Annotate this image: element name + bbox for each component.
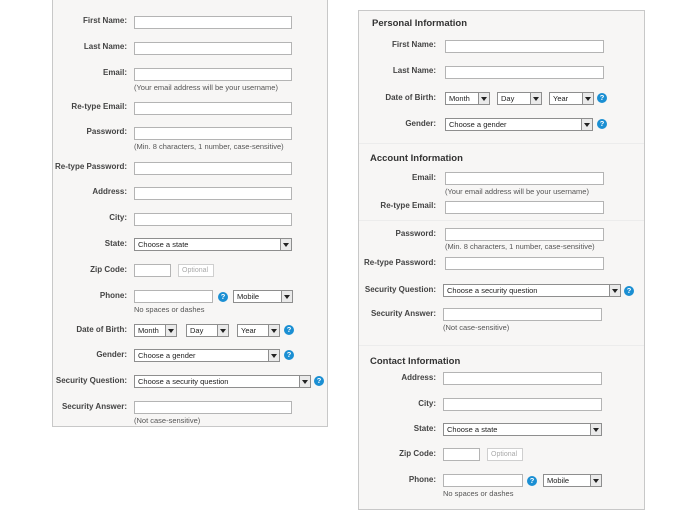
help-icon[interactable]: ?: [597, 93, 607, 103]
retype-password-input[interactable]: [445, 257, 604, 270]
date-of-birth-label: Date of Birth:: [385, 93, 436, 102]
phone-input[interactable]: [443, 474, 523, 487]
chevron-down-icon: [582, 93, 593, 104]
birth-day-select[interactable]: [186, 324, 229, 337]
security-question-label: Security Question:: [55, 376, 127, 385]
phone-type-select[interactable]: [543, 474, 602, 487]
email-label: Email:: [411, 173, 436, 182]
retype-email-label: Re-type Email:: [380, 201, 436, 210]
birth-year-value: Year: [553, 94, 569, 103]
birth-day-select[interactable]: [497, 92, 542, 105]
email-hint: (Your email address will be your username): [134, 83, 278, 92]
zip-code-label: Zip Code:: [90, 265, 127, 274]
address-input[interactable]: [443, 372, 602, 385]
security-answer-label: Security Answer:: [61, 402, 127, 411]
city-label: City:: [418, 399, 436, 408]
security-answer-hint: (Not case-sensitive): [134, 416, 201, 425]
security-answer-input[interactable]: [443, 308, 602, 321]
chevron-down-icon: [217, 325, 228, 336]
password-hint: (Min. 8 characters, 1 number, case-sensitive): [445, 242, 595, 251]
phone-hint: No spaces or dashes: [134, 305, 205, 314]
state-select-value: Choose a state: [447, 425, 498, 434]
zip-code-label: Zip Code:: [399, 449, 436, 458]
email-label: Email:: [102, 68, 127, 77]
phone-hint: No spaces or dashes: [443, 489, 514, 498]
account-information-heading: Account Information: [370, 153, 463, 164]
email-input[interactable]: [445, 172, 604, 185]
security-answer-label: Security Answer:: [370, 309, 436, 318]
gender-select-value: Choose a gender: [138, 351, 196, 360]
gender-label: Gender:: [96, 350, 127, 359]
help-icon[interactable]: ?: [284, 350, 294, 360]
email-hint: (Your email address will be your username): [445, 187, 589, 196]
retype-email-input[interactable]: [134, 102, 292, 115]
security-answer-hint: (Not case-sensitive): [443, 323, 510, 332]
security-answer-input[interactable]: [134, 401, 292, 414]
chevron-down-icon: [280, 239, 291, 250]
help-icon[interactable]: ?: [218, 292, 228, 302]
chevron-down-icon: [299, 376, 310, 387]
section-divider: [359, 220, 644, 221]
chevron-down-icon: [590, 475, 601, 486]
retype-password-label: Re-type Password:: [363, 258, 436, 267]
chevron-down-icon: [281, 291, 292, 302]
contact-information-heading: Contact Information: [370, 356, 461, 367]
chevron-down-icon: [268, 350, 279, 361]
retype-password-input[interactable]: [134, 162, 292, 175]
state-label: State:: [104, 239, 127, 248]
retype-password-label: Re-type Password:: [54, 162, 127, 171]
phone-type-value: Mobile: [547, 476, 570, 485]
password-label: Password:: [86, 127, 127, 136]
last-name-input[interactable]: [445, 66, 604, 79]
birth-year-value: Year: [241, 326, 257, 335]
first-name-input[interactable]: [134, 16, 292, 29]
chevron-down-icon: [268, 325, 279, 336]
chevron-down-icon: [478, 93, 489, 104]
help-icon[interactable]: ?: [314, 376, 324, 386]
address-label: Address:: [401, 373, 436, 382]
city-label: City:: [109, 213, 127, 222]
chevron-down-icon: [590, 424, 601, 435]
help-icon[interactable]: ?: [624, 286, 634, 296]
phone-input[interactable]: [134, 290, 213, 303]
retype-email-label: Re-type Email:: [71, 102, 127, 111]
chevron-down-icon: [530, 93, 541, 104]
birth-month-value: Month: [138, 326, 159, 335]
birth-month-select[interactable]: [134, 324, 177, 337]
chevron-down-icon: [609, 285, 620, 296]
state-select-value: Choose a state: [138, 240, 189, 249]
email-input[interactable]: [134, 68, 292, 81]
state-label: State:: [413, 424, 436, 433]
phone-label: Phone:: [408, 475, 436, 484]
password-label: Password:: [395, 229, 436, 238]
first-name-label: First Name:: [82, 16, 127, 25]
state-select[interactable]: [134, 238, 292, 251]
zip-optional-field[interactable]: Optional: [178, 264, 214, 277]
help-icon[interactable]: ?: [597, 119, 607, 129]
birth-year-select[interactable]: [237, 324, 280, 337]
chevron-down-icon: [581, 119, 592, 130]
gender-label: Gender:: [405, 119, 436, 128]
zip-code-input[interactable]: [134, 264, 171, 277]
security-question-select[interactable]: [443, 284, 621, 297]
city-input[interactable]: [134, 213, 292, 226]
personal-information-heading: Personal Information: [372, 18, 468, 29]
help-icon[interactable]: ?: [527, 476, 537, 486]
birth-day-value: Day: [501, 94, 515, 103]
section-divider: [359, 143, 644, 144]
first-name-label: First Name:: [391, 40, 436, 49]
security-question-select[interactable]: [134, 375, 311, 388]
last-name-label: Last Name:: [83, 42, 127, 51]
password-input[interactable]: [134, 127, 292, 140]
gender-select-value: Choose a gender: [449, 120, 507, 129]
zip-code-input[interactable]: [443, 448, 480, 461]
last-name-label: Last Name:: [392, 66, 436, 75]
password-hint: (Min. 8 characters, 1 number, case-sensitive): [134, 142, 284, 151]
password-input[interactable]: [445, 228, 604, 241]
registration-form-single-column: [52, 0, 328, 427]
birth-day-value: Day: [190, 326, 204, 335]
birth-month-value: Month: [449, 94, 470, 103]
security-question-value: Choose a security question: [447, 286, 538, 295]
phone-type-select[interactable]: [233, 290, 293, 303]
security-question-label: Security Question:: [364, 285, 436, 294]
registration-form-sectioned: [358, 10, 645, 510]
phone-type-value: Mobile: [237, 292, 260, 301]
zip-optional-field[interactable]: Optional: [487, 448, 523, 461]
section-divider: [359, 345, 644, 346]
state-select[interactable]: [443, 423, 602, 436]
chevron-down-icon: [165, 325, 176, 336]
date-of-birth-label: Date of Birth:: [76, 325, 127, 334]
help-icon[interactable]: ?: [284, 325, 294, 335]
gender-select[interactable]: [445, 118, 593, 131]
birth-month-select[interactable]: [445, 92, 490, 105]
birth-year-select[interactable]: [549, 92, 594, 105]
address-label: Address:: [92, 187, 127, 196]
last-name-input[interactable]: [134, 42, 292, 55]
first-name-input[interactable]: [445, 40, 604, 53]
gender-select[interactable]: [134, 349, 280, 362]
city-input[interactable]: [443, 398, 602, 411]
address-input[interactable]: [134, 187, 292, 200]
retype-email-input[interactable]: [445, 201, 604, 214]
phone-label: Phone:: [99, 291, 127, 300]
security-question-value: Choose a security question: [138, 377, 229, 386]
